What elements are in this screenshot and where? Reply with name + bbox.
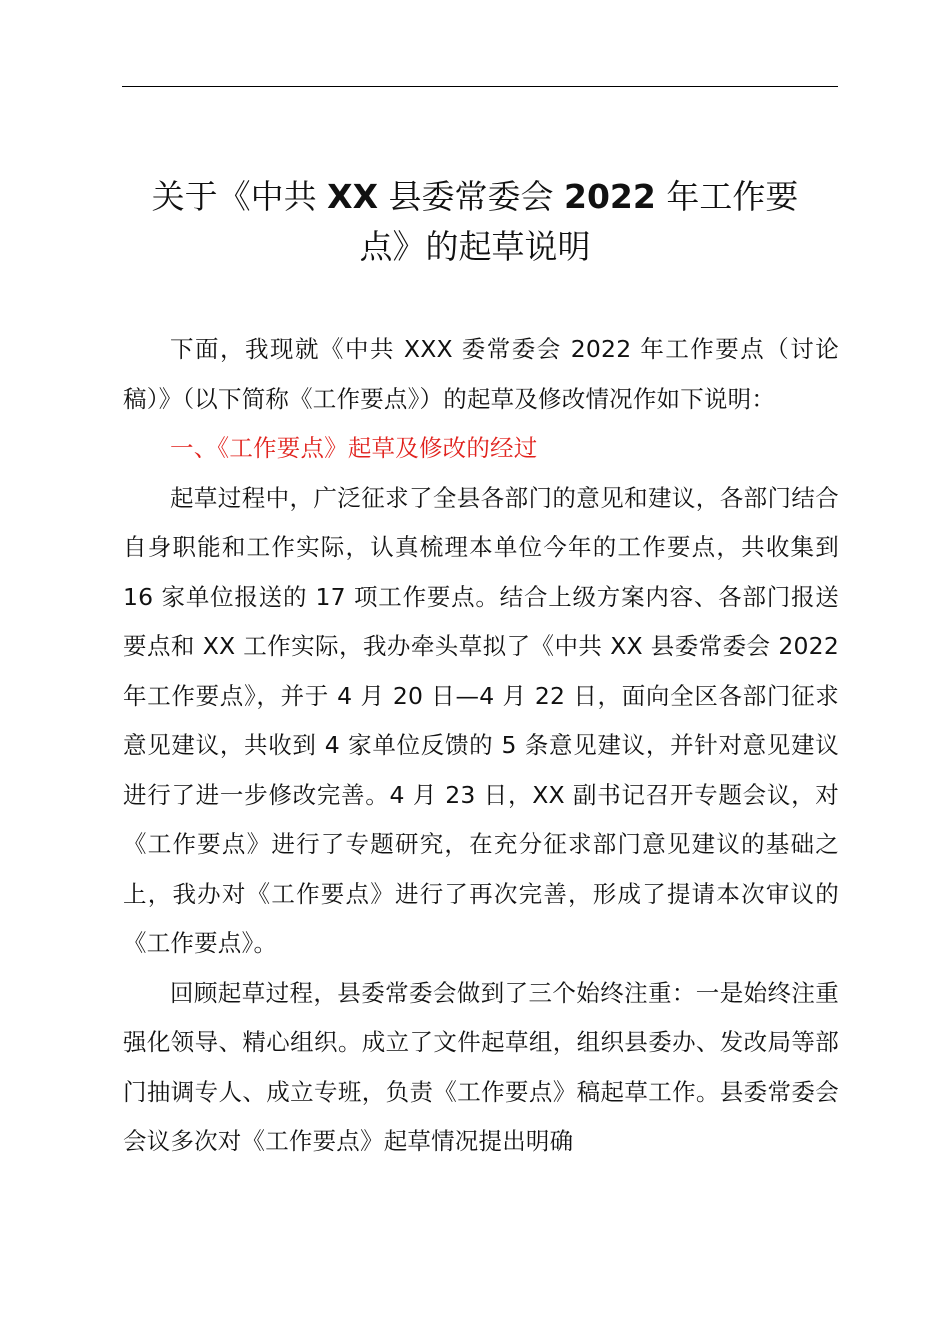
document-body (123, 325, 839, 1167)
paragraph-drafting-process: 起草过程中，广泛征求了全县各部门的意见和建议，各部门结合自身职能和工作实际，认真梳理本单位今年的工作要点，共收集到 16 家单位报送的 17 项工作要点。结合上级方案内容、各部门报送要点和 XX 工作实际，我办牵头草拟了《中共 XX 县委常委会 2022 年工作要点》，并于 4 月 20 日—4 月 22 日，面向全区各部门征求意见建议，共收到 4 家单位反馈的 5 条意见建议，并针对意见建议进行了进一步修改完善。4 月 23 日，XX 副书记召开专题会议，对《工作要点》进行了专题研究，在充分征求部门意见建议的基础之上，我办对《工作要点》进行了再次完善，形成了提请本次审议的《工作要点》。 (123, 483, 839, 957)
document-title (100, 172, 850, 272)
section-heading-1: 一、《工作要点》起草及修改的经过 (170, 434, 538, 462)
title-line-1: 关于《中共 XX 县委常委会 2022 年工作要 (151, 177, 799, 217)
header-rule (122, 86, 838, 87)
title-line-2: 点》的起草说明 (359, 227, 591, 267)
intro-paragraph: 下面，我现就《中共 XXX 委常委会 2022 年工作要点（讨论稿）》（以下简称《工作要点》）的起草及修改情况作如下说明： (123, 335, 839, 413)
paragraph-review: 回顾起草过程，县委常委会做到了三个始终注重：一是始终注重强化领导、精心组织。成立了文件起草组，组织县委办、发改局等部门抽调专人、成立专班，负责《工作要点》稿起草工作。县委常委会会议多次对《工作要点》起草情况提出明确 (123, 978, 839, 1155)
